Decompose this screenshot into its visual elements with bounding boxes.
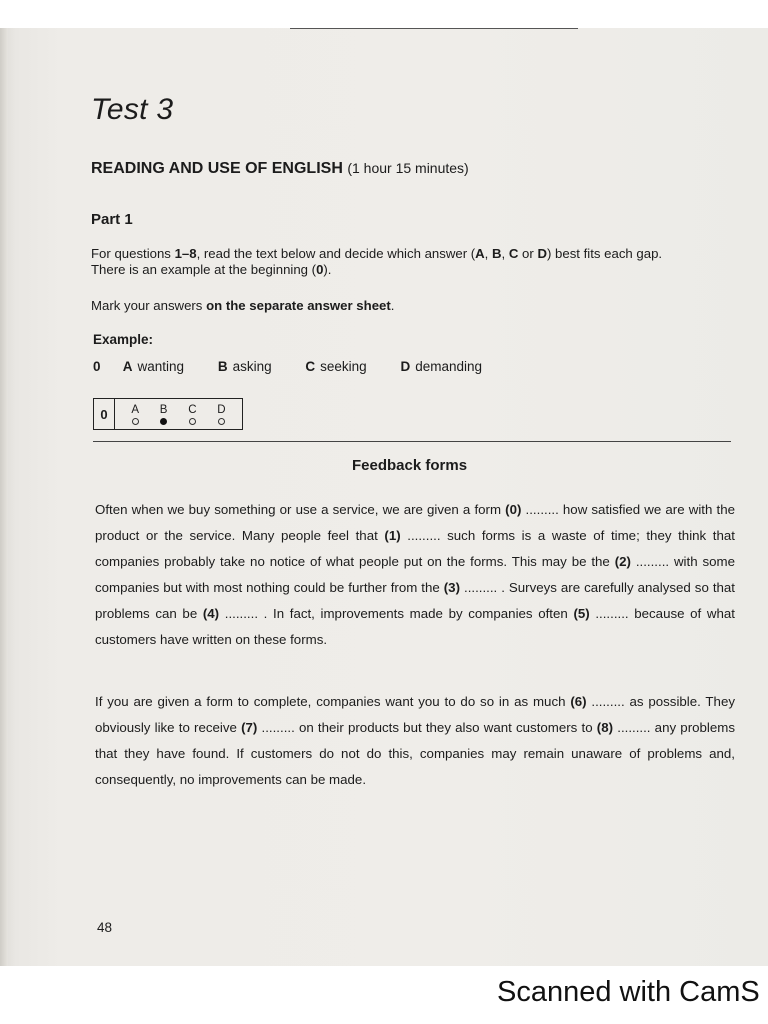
instr-option-b: B xyxy=(492,246,502,261)
section-divider xyxy=(93,441,731,442)
test-title: Test 3 xyxy=(91,93,174,126)
example-option xyxy=(305,359,366,374)
mark-emphasis: on the separate answer sheet xyxy=(206,298,391,313)
answer-letter: A xyxy=(131,403,140,416)
instructions: For questions 1–8, read the text below and decide which answer (A, B, C or D) best fits each gap. There is an example at the beginning (0). xyxy=(91,246,663,277)
section-name: READING AND USE OF ENGLISH xyxy=(91,160,343,177)
instr-text: , read the text below and decide which answer ( xyxy=(196,246,476,261)
option-word: asking xyxy=(232,359,272,374)
option-word: seeking xyxy=(320,359,367,374)
option-letter: C xyxy=(305,359,316,374)
option-word: wanting xyxy=(137,359,185,374)
example-answer-grid xyxy=(93,398,243,430)
text-title: Feedback forms xyxy=(352,457,468,474)
example-option xyxy=(400,359,482,374)
gap-number: (8) xyxy=(596,720,614,735)
answer-cell-b xyxy=(160,399,168,429)
instr-option-c: C xyxy=(508,246,519,261)
gap-number: (3) xyxy=(443,580,461,595)
gap-number: (2) xyxy=(614,554,631,569)
answer-bubble xyxy=(189,418,196,425)
example-options xyxy=(93,359,512,374)
text-segment: ......... as possible. They obviously like to receive xyxy=(95,694,735,735)
text-segment: ......... . In fact, improvements made by companies often xyxy=(219,606,574,621)
answer-bubble xyxy=(160,418,167,425)
example-option xyxy=(123,359,184,374)
answer-grid-number: 0 xyxy=(94,399,115,429)
text-segment: ......... . Surveys are carefully analysed so that problems can be xyxy=(95,580,735,621)
text-segment: ......... because of what customers have written on these forms. xyxy=(95,606,735,647)
option-letter: A xyxy=(122,359,133,374)
instr-example-number: 0 xyxy=(316,262,324,277)
text-segment: ......... with some companies but with most nothing could be further from the xyxy=(95,554,735,595)
part-title: Part 1 xyxy=(91,211,133,228)
answer-cell-d xyxy=(217,399,225,429)
answer-bubble xyxy=(132,418,139,425)
gap-number: (6) xyxy=(570,694,587,709)
answer-bubble xyxy=(218,418,225,425)
answer-letter: D xyxy=(217,403,226,416)
text-paragraph-1 xyxy=(95,497,735,653)
text-paragraph-2 xyxy=(95,689,735,793)
example-number: 0 xyxy=(93,359,101,374)
mark-text: . xyxy=(390,298,395,313)
instr-text: There is an example at the beginning ( xyxy=(91,262,317,277)
gap-number: (5) xyxy=(573,606,590,621)
instr-text: ) best fits each gap. xyxy=(546,246,663,261)
instr-option-d: D xyxy=(537,246,547,261)
mark-text: Mark your answers xyxy=(91,298,207,313)
answer-cell-a xyxy=(131,399,139,429)
answer-letter: C xyxy=(188,403,197,416)
text-segment: ......... how satisfied we are with the product or the service. Many people feel that xyxy=(95,502,735,543)
gap-number: (1) xyxy=(384,528,401,543)
text-segment: If you are given a form to complete, companies want you to do so in as much xyxy=(95,694,571,709)
gap-number: (0) xyxy=(505,502,522,517)
example-option xyxy=(218,359,272,374)
option-letter: B xyxy=(217,359,228,374)
gap-number: (4) xyxy=(202,606,220,621)
section-title xyxy=(91,160,469,178)
text-segment: ......... such forms is a waste of time; they think that companies probably take no notice of what people put on the forms. This may be the xyxy=(95,528,735,569)
section-duration: (1 hour 15 minutes) xyxy=(347,160,469,176)
answer-cell-c xyxy=(188,399,196,429)
option-word: demanding xyxy=(415,359,482,374)
text-segment: Often when we buy something or use a service, we are given a form xyxy=(95,502,506,517)
instr-option-a: A xyxy=(475,246,485,261)
option-letter: D xyxy=(400,359,411,374)
answer-letter: B xyxy=(159,403,168,416)
mark-instruction xyxy=(91,298,394,313)
page-number: 48 xyxy=(97,920,113,935)
text-segment: ......... any problems that they have found. If customers do not do this, companies may remain unaware of problems and, consequently, no improvements can be made. xyxy=(95,720,735,787)
example-label: Example: xyxy=(93,332,154,347)
instr-text: For questions xyxy=(91,246,175,261)
instr-range: 1–8 xyxy=(174,246,197,261)
scanner-watermark: Scanned with CamS xyxy=(497,976,760,1008)
text-segment: ......... on their products but they also want customers to xyxy=(257,720,597,735)
gap-number: (7) xyxy=(241,720,258,735)
instr-text: ). xyxy=(323,262,332,277)
